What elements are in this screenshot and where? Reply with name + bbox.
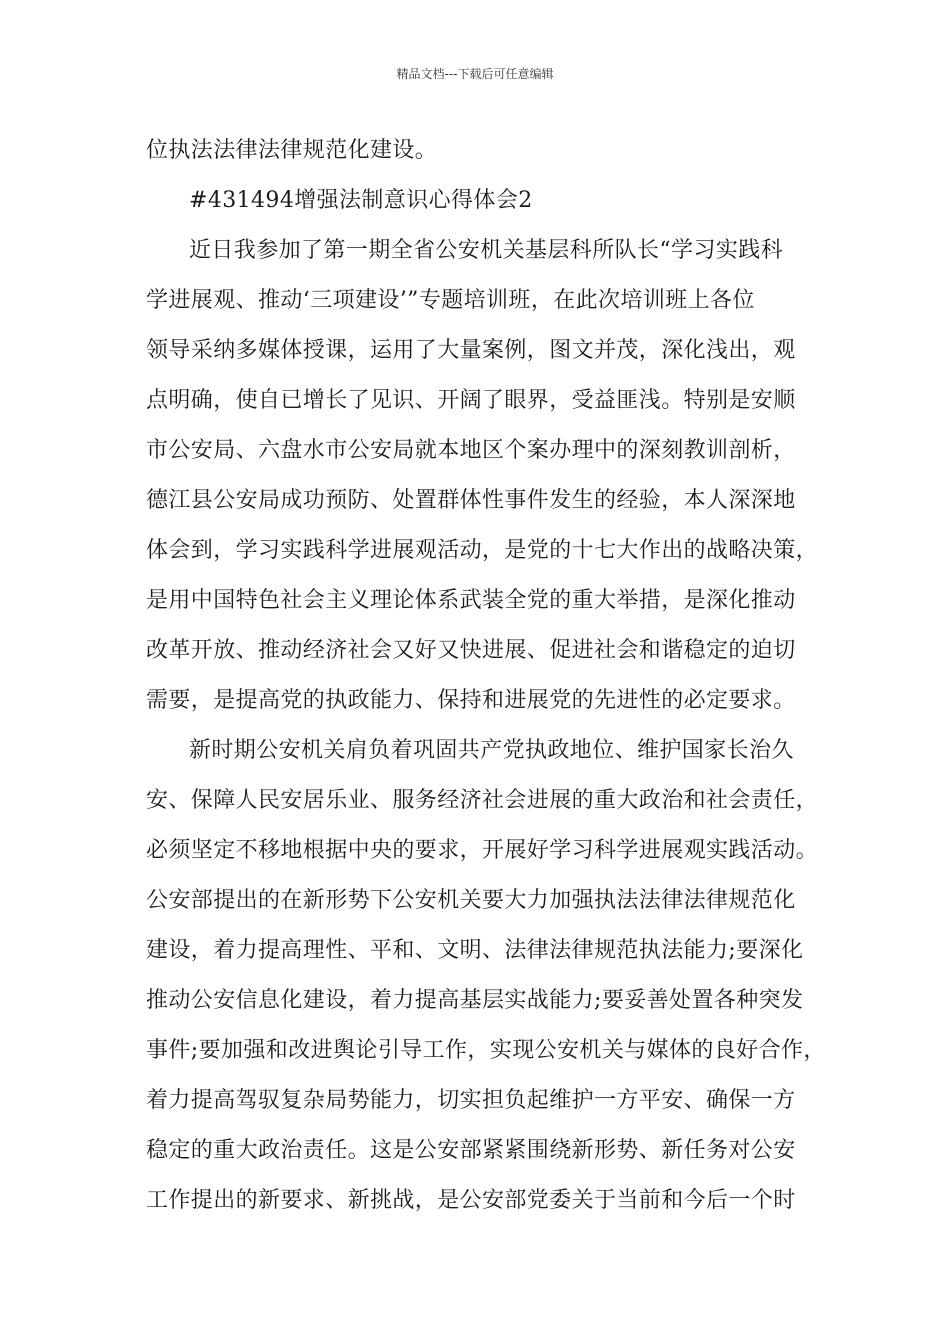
text-line: 位执法法律法律规范化建设。 xyxy=(146,138,438,163)
text-line: 学进展观、推动‘三项建设’”专题培训班，在此次培训班上各位 xyxy=(146,288,755,313)
text-line: 工作提出的新要求、新挑战，是公安部党委关于当前和今后一个时 xyxy=(146,1188,796,1213)
text-line: 着力提高驾驭复杂局势能力，切实担负起维护一方平安、确保一方 xyxy=(146,1088,796,1113)
text-line: 需要，是提高党的执政能力、保持和进展党的先进性的必定要求。 xyxy=(146,688,796,713)
text-line: 体会到，学习实践科学进展观活动，是党的十七大作出的战略决策， xyxy=(146,538,819,563)
text-line: 近日我参加了第一期全省公安机关基层科所队长“学习实践科 xyxy=(189,238,784,263)
text-line: 是用中国特色社会主义理论体系武装全党的重大举措，是深化推动 xyxy=(146,588,796,613)
section-heading: #431494增强法制意识心得体会2 xyxy=(189,188,533,213)
text-line: 安、保障人民安居乐业、服务经济社会进展的重大政治和社会责任， xyxy=(146,788,819,813)
text-line: 必须坚定不移地根据中央的要求，开展好学习科学进展观实践活动。 xyxy=(146,838,819,863)
text-line: 点明确，使自已增长了见识、开阔了眼界，受益匪浅。特别是安顺 xyxy=(146,388,796,413)
text-line: 稳定的重大政治责任。这是公安部紧紧围绕新形势、新任务对公安 xyxy=(146,1138,796,1163)
text-line: 市公安局、六盘水市公安局就本地区个案办理中的深刻教训剖析， xyxy=(146,438,796,463)
text-line: 推动公安信息化建设，着力提高基层实战能力;要妥善处置各种突发 xyxy=(146,988,804,1013)
text-line: 新时期公安机关肩负着巩固共产党执政地位、维护国家长治久 xyxy=(189,738,794,763)
text-line: 领导采纳多媒体授课，运用了大量案例，图文并茂，深化浅出，观 xyxy=(146,338,796,363)
page-header: 精品文档---下载后可任意编辑 xyxy=(396,67,554,81)
text-line: 公安部提出的在新形势下公安机关要大力加强执法法律法律规范化 xyxy=(146,888,796,913)
text-line: 改革开放、推动经济社会又好又快进展、促进社会和谐稳定的迫切 xyxy=(146,638,796,663)
text-line: 事件;要加强和改进舆论引导工作，实现公安机关与媒体的良好合作， xyxy=(146,1038,826,1063)
text-line: 德江县公安局成功预防、处置群体性事件发生的经验，本人深深地 xyxy=(146,488,796,513)
text-line: 建设，着力提高理性、平和、文明、法律法律规范执法能力;要深化 xyxy=(146,938,804,963)
